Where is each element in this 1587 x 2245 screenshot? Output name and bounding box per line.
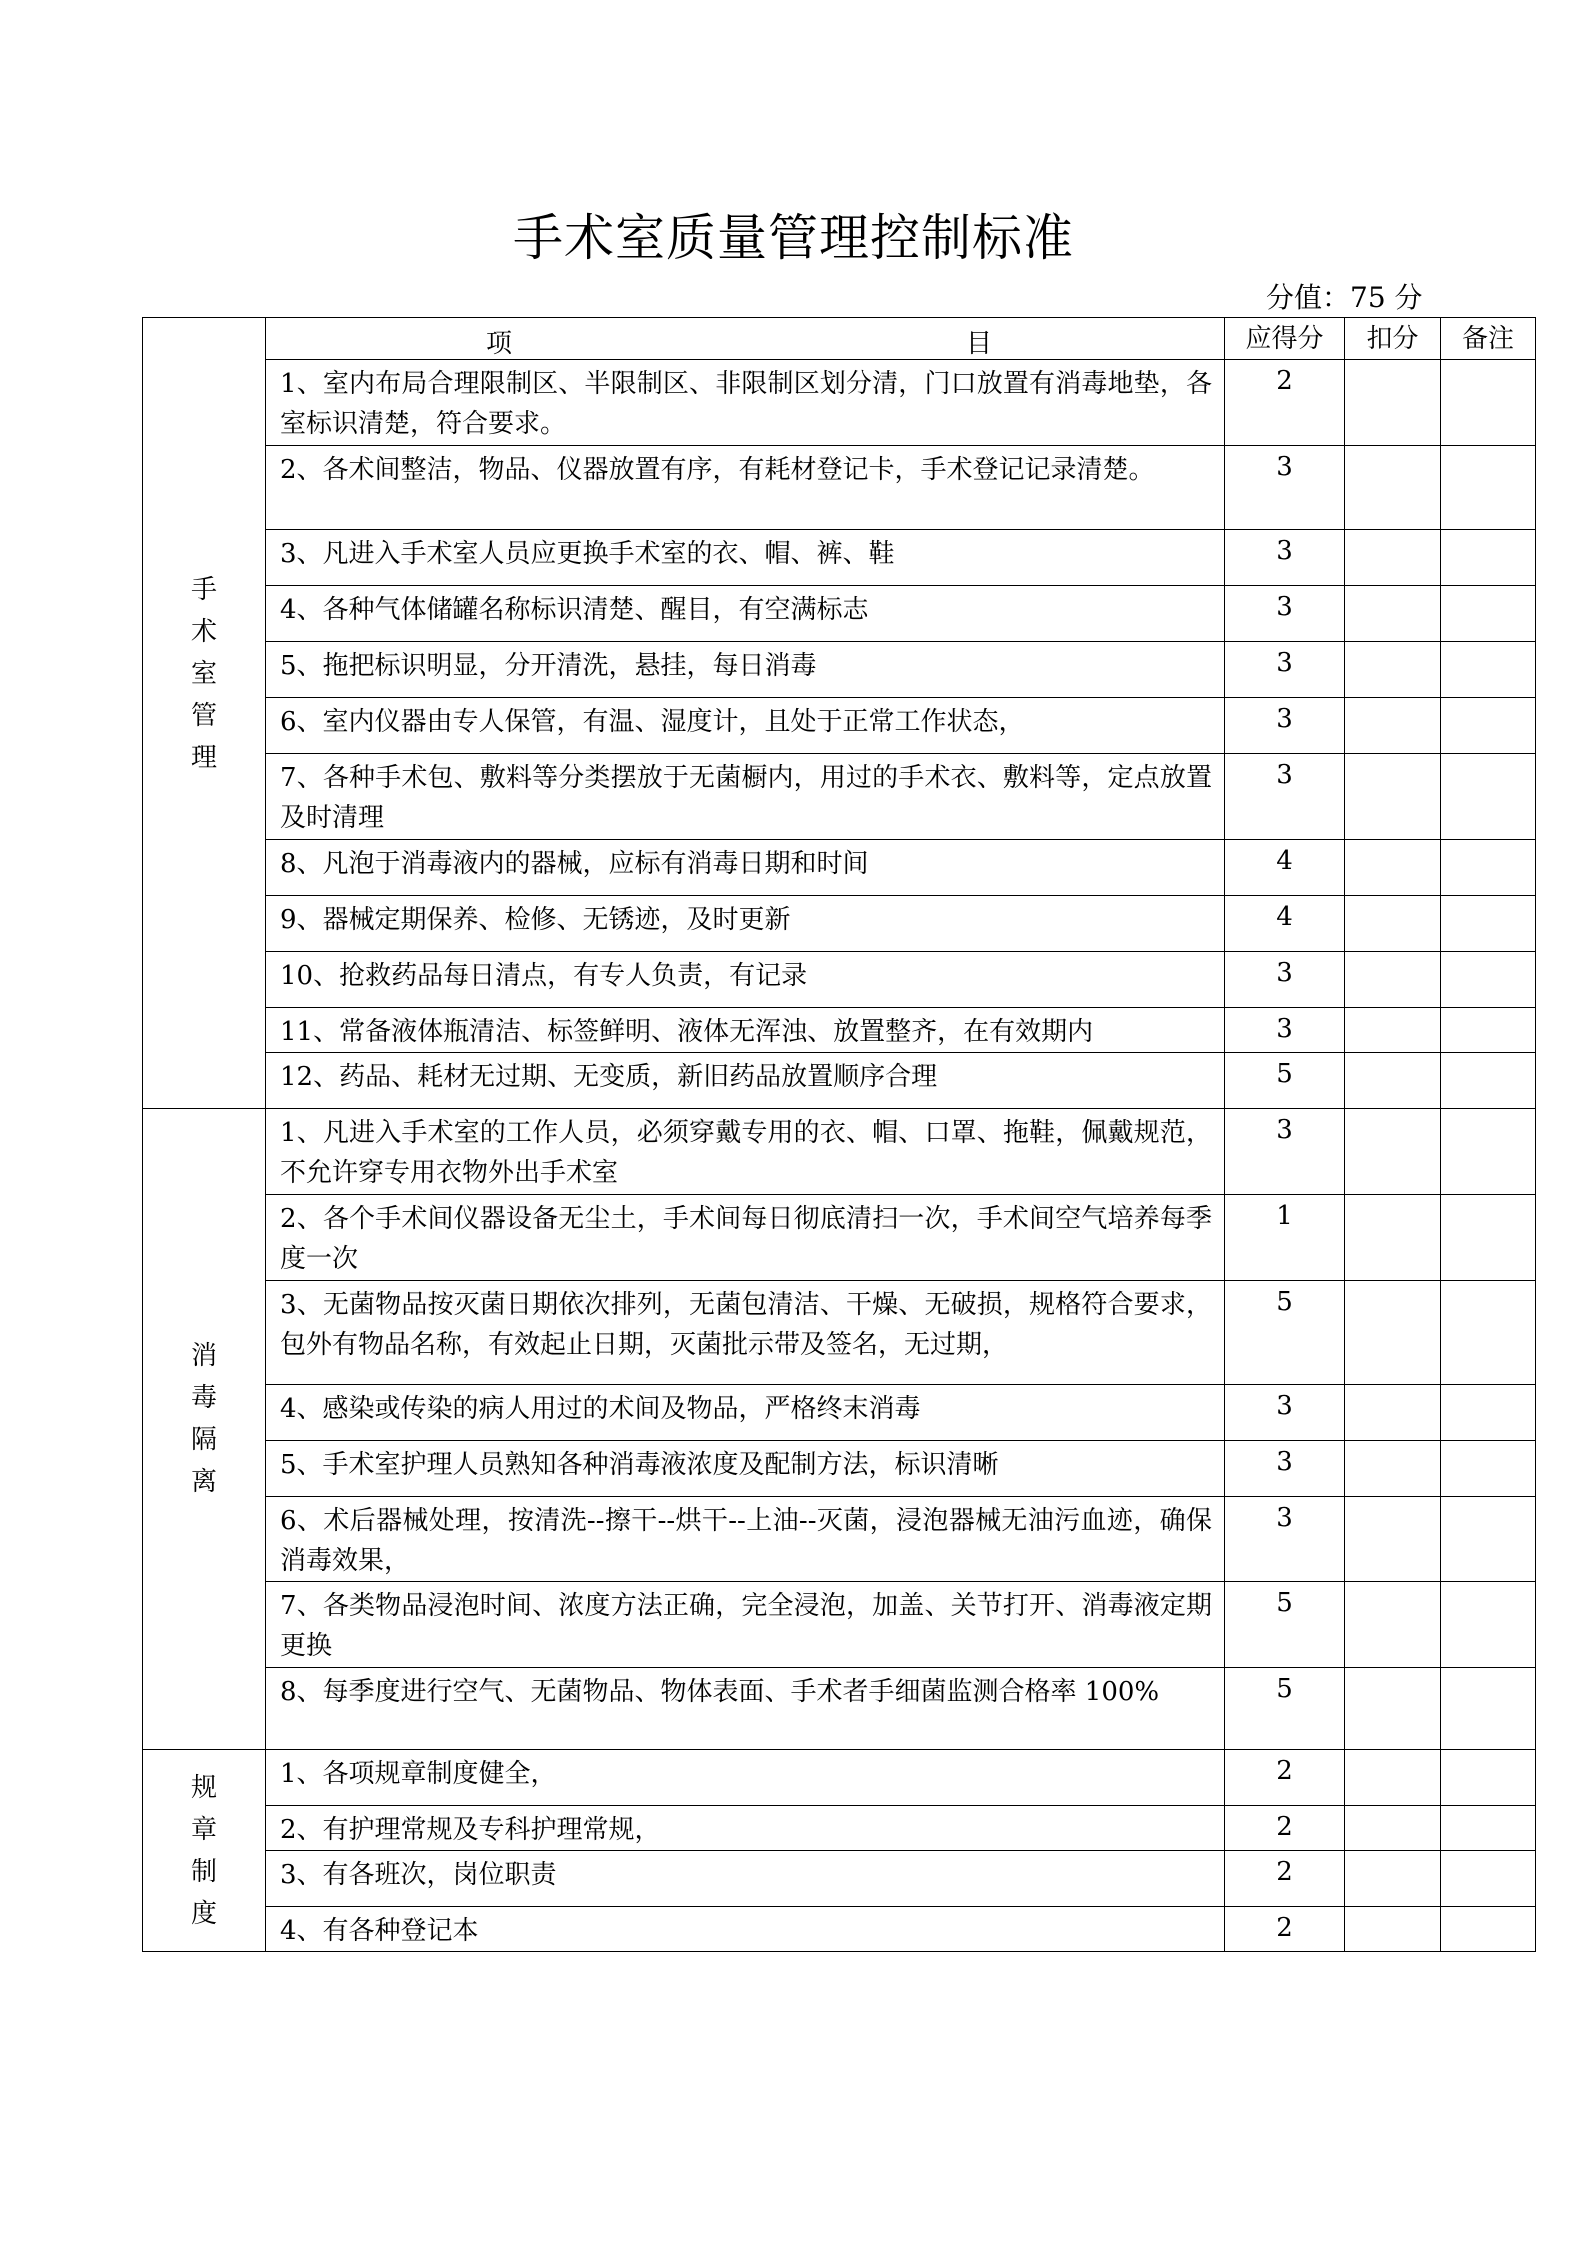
points-cell: 3: [1225, 642, 1345, 698]
category-cell: [143, 360, 266, 1109]
table-row: [143, 1008, 1536, 1053]
table-row: [143, 754, 1536, 840]
points-cell: 4: [1225, 840, 1345, 896]
points-cell: 3: [1225, 1385, 1345, 1441]
deduction-cell[interactable]: [1345, 360, 1441, 446]
points-cell: 2: [1225, 360, 1345, 446]
item-text-cell: 8、每季度进行空气、无菌物品、物体表面、手术者手细菌监测合格率 100%: [266, 1668, 1225, 1750]
deduction-cell[interactable]: [1345, 1441, 1441, 1497]
item-text-cell: 2、各个手术间仪器设备无尘土，手术间每日彻底清扫一次，手术间空气培养每季度一次: [266, 1195, 1225, 1281]
remarks-cell[interactable]: [1441, 1806, 1536, 1851]
deduction-cell[interactable]: [1345, 446, 1441, 530]
total-score-label: 分值：75 分: [1266, 281, 1423, 314]
deduction-cell[interactable]: [1345, 1750, 1441, 1806]
document-title: 手术室质量管理控制标准: [513, 209, 1074, 267]
table-row: [143, 530, 1536, 586]
remarks-cell[interactable]: [1441, 586, 1536, 642]
item-text-cell: 9、器械定期保养、检修、无锈迹，及时更新: [266, 896, 1225, 952]
points-cell: 3: [1225, 446, 1345, 530]
item-text-cell: 10、抢救药品每日清点，有专人负责，有记录: [266, 952, 1225, 1008]
table-row: [143, 1497, 1536, 1582]
points-cell: 5: [1225, 1582, 1345, 1668]
item-header-right: 目: [966, 329, 993, 359]
category-label: 消毒隔离: [190, 1341, 217, 1497]
deduction-cell[interactable]: [1345, 952, 1441, 1008]
deduction-cell[interactable]: [1345, 1497, 1441, 1582]
deduction-cell[interactable]: [1345, 840, 1441, 896]
points-cell: 3: [1225, 1441, 1345, 1497]
table-row: [143, 1053, 1536, 1109]
deduction-cell[interactable]: [1345, 1851, 1441, 1907]
deduction-cell[interactable]: [1345, 754, 1441, 840]
table-row: [143, 446, 1536, 530]
item-text-cell: 1、凡进入手术室的工作人员，必须穿戴专用的衣、帽、口罩、拖鞋，佩戴规范，不允许穿专用衣物外出手术室: [266, 1109, 1225, 1195]
category-cell: [143, 1109, 266, 1750]
remarks-cell[interactable]: [1441, 642, 1536, 698]
item-text-cell: 7、各类物品浸泡时间、浓度方法正确，完全浸泡，加盖、关节打开、消毒液定期更换: [266, 1582, 1225, 1668]
remarks-cell[interactable]: [1441, 754, 1536, 840]
item-header-cell: [266, 318, 1225, 360]
deduction-cell[interactable]: [1345, 1582, 1441, 1668]
points-cell: 5: [1225, 1668, 1345, 1750]
points-cell: 2: [1225, 1750, 1345, 1806]
table-row: [143, 896, 1536, 952]
points-cell: 4: [1225, 896, 1345, 952]
remarks-cell[interactable]: [1441, 1668, 1536, 1750]
item-text-cell: 4、有各种登记本: [266, 1907, 1225, 1952]
table-row: [143, 586, 1536, 642]
table-row: [143, 1582, 1536, 1668]
item-text-cell: 4、各种气体储罐名称标识清楚、醒目，有空满标志: [266, 586, 1225, 642]
points-cell: 3: [1225, 952, 1345, 1008]
remarks-cell[interactable]: [1441, 360, 1536, 446]
item-text-cell: 7、各种手术包、敷料等分类摆放于无菌橱内，用过的手术衣、敷料等，定点放置及时清理: [266, 754, 1225, 840]
remarks-cell[interactable]: [1441, 1281, 1536, 1385]
item-text-cell: 12、药品、耗材无过期、无变质，新旧药品放置顺序合理: [266, 1053, 1225, 1109]
remarks-cell[interactable]: [1441, 1109, 1536, 1195]
table-row: [143, 642, 1536, 698]
item-text-cell: 4、感染或传染的病人用过的术间及物品，严格终末消毒: [266, 1385, 1225, 1441]
deduction-cell[interactable]: [1345, 1053, 1441, 1109]
category-header-cell: [143, 318, 266, 360]
table-row: [143, 1668, 1536, 1750]
deduction-header: 扣分: [1345, 318, 1441, 360]
remarks-cell[interactable]: [1441, 698, 1536, 754]
deduction-cell[interactable]: [1345, 642, 1441, 698]
deduction-cell[interactable]: [1345, 1385, 1441, 1441]
points-cell: 3: [1225, 586, 1345, 642]
table-row: [143, 698, 1536, 754]
points-cell: 3: [1225, 530, 1345, 586]
item-text-cell: 3、无菌物品按灭菌日期依次排列，无菌包清洁、干燥、无破损，规格符合要求，包外有物品名称，有效起止日期，灭菌批示带及签名，无过期，: [266, 1281, 1225, 1385]
table-row: [143, 360, 1536, 446]
remarks-cell[interactable]: [1441, 1750, 1536, 1806]
deduction-cell[interactable]: [1345, 698, 1441, 754]
points-cell: 5: [1225, 1281, 1345, 1385]
table-row: [143, 1750, 1536, 1806]
category-label: 规章制度: [190, 1772, 217, 1929]
deduction-cell[interactable]: [1345, 1281, 1441, 1385]
table-row: [143, 952, 1536, 1008]
points-cell: 3: [1225, 1497, 1345, 1582]
item-text-cell: 1、各项规章制度健全，: [266, 1750, 1225, 1806]
table-row: [143, 1385, 1536, 1441]
remarks-cell[interactable]: [1441, 1385, 1536, 1441]
deduction-cell[interactable]: [1345, 1907, 1441, 1952]
table-header-row: [143, 318, 1536, 360]
table-row: [143, 1281, 1536, 1385]
points-cell: 5: [1225, 1053, 1345, 1109]
deduction-cell[interactable]: [1345, 586, 1441, 642]
remarks-cell[interactable]: [1441, 446, 1536, 530]
quality-standard-table: [142, 317, 1536, 1952]
deduction-cell[interactable]: [1345, 530, 1441, 586]
points-cell: 2: [1225, 1907, 1345, 1952]
points-header: 应得分: [1225, 318, 1345, 360]
deduction-cell[interactable]: [1345, 1668, 1441, 1750]
remarks-cell[interactable]: [1441, 952, 1536, 1008]
item-text-cell: 6、术后器械处理，按清洗--擦干--烘干--上油--灭菌，浸泡器械无油污血迹，确保消毒效果，: [266, 1497, 1225, 1582]
table-row: [143, 1806, 1536, 1851]
remarks-cell[interactable]: [1441, 1008, 1536, 1053]
deduction-cell[interactable]: [1345, 1008, 1441, 1053]
item-text-cell: 5、手术室护理人员熟知各种消毒液浓度及配制方法，标识清晰: [266, 1441, 1225, 1497]
remarks-cell[interactable]: [1441, 1195, 1536, 1281]
table-row: [143, 1441, 1536, 1497]
deduction-cell[interactable]: [1345, 1109, 1441, 1195]
remarks-cell[interactable]: [1441, 530, 1536, 586]
deduction-cell[interactable]: [1345, 1806, 1441, 1851]
table-row: [143, 1851, 1536, 1907]
deduction-cell[interactable]: [1345, 1195, 1441, 1281]
item-text-cell: 8、凡泡于消毒液内的器械，应标有消毒日期和时间: [266, 840, 1225, 896]
item-text-cell: 3、凡进入手术室人员应更换手术室的衣、帽、裤、鞋: [266, 530, 1225, 586]
points-cell: 3: [1225, 698, 1345, 754]
remarks-cell[interactable]: [1441, 896, 1536, 952]
item-text-cell: 1、室内布局合理限制区、半限制区、非限制区划分清，门口放置有消毒地垫，各室标识清楚，符合要求。: [266, 360, 1225, 446]
category-label: 手术室管理: [190, 574, 217, 773]
table-row: [143, 1109, 1536, 1195]
item-header-left: 项: [486, 329, 513, 359]
remarks-cell[interactable]: [1441, 840, 1536, 896]
remarks-cell[interactable]: [1441, 1497, 1536, 1582]
remarks-cell[interactable]: [1441, 1053, 1536, 1109]
table-row: [143, 1907, 1536, 1952]
remarks-header: 备注: [1441, 318, 1536, 360]
category-cell: [143, 1750, 266, 1952]
table-row: [143, 840, 1536, 896]
item-text-cell: 3、有各班次，岗位职责: [266, 1851, 1225, 1907]
item-text-cell: 11、常备液体瓶清洁、标签鲜明、液体无浑浊、放置整齐，在有效期内: [266, 1008, 1225, 1053]
points-cell: 3: [1225, 1109, 1345, 1195]
deduction-cell[interactable]: [1345, 896, 1441, 952]
item-text-cell: 5、拖把标识明显，分开清洗，悬挂，每日消毒: [266, 642, 1225, 698]
points-cell: 1: [1225, 1195, 1345, 1281]
item-text-cell: 6、室内仪器由专人保管，有温、湿度计，且处于正常工作状态，: [266, 698, 1225, 754]
points-cell: 2: [1225, 1806, 1345, 1851]
points-cell: 3: [1225, 754, 1345, 840]
remarks-cell[interactable]: [1441, 1907, 1536, 1952]
points-cell: 2: [1225, 1851, 1345, 1907]
remarks-cell[interactable]: [1441, 1582, 1536, 1668]
item-text-cell: 2、各术间整洁，物品、仪器放置有序，有耗材登记卡，手术登记记录清楚。: [266, 446, 1225, 530]
remarks-cell[interactable]: [1441, 1441, 1536, 1497]
item-text-cell: 2、有护理常规及专科护理常规，: [266, 1806, 1225, 1851]
points-cell: 3: [1225, 1008, 1345, 1053]
remarks-cell[interactable]: [1441, 1851, 1536, 1907]
table-row: [143, 1195, 1536, 1281]
